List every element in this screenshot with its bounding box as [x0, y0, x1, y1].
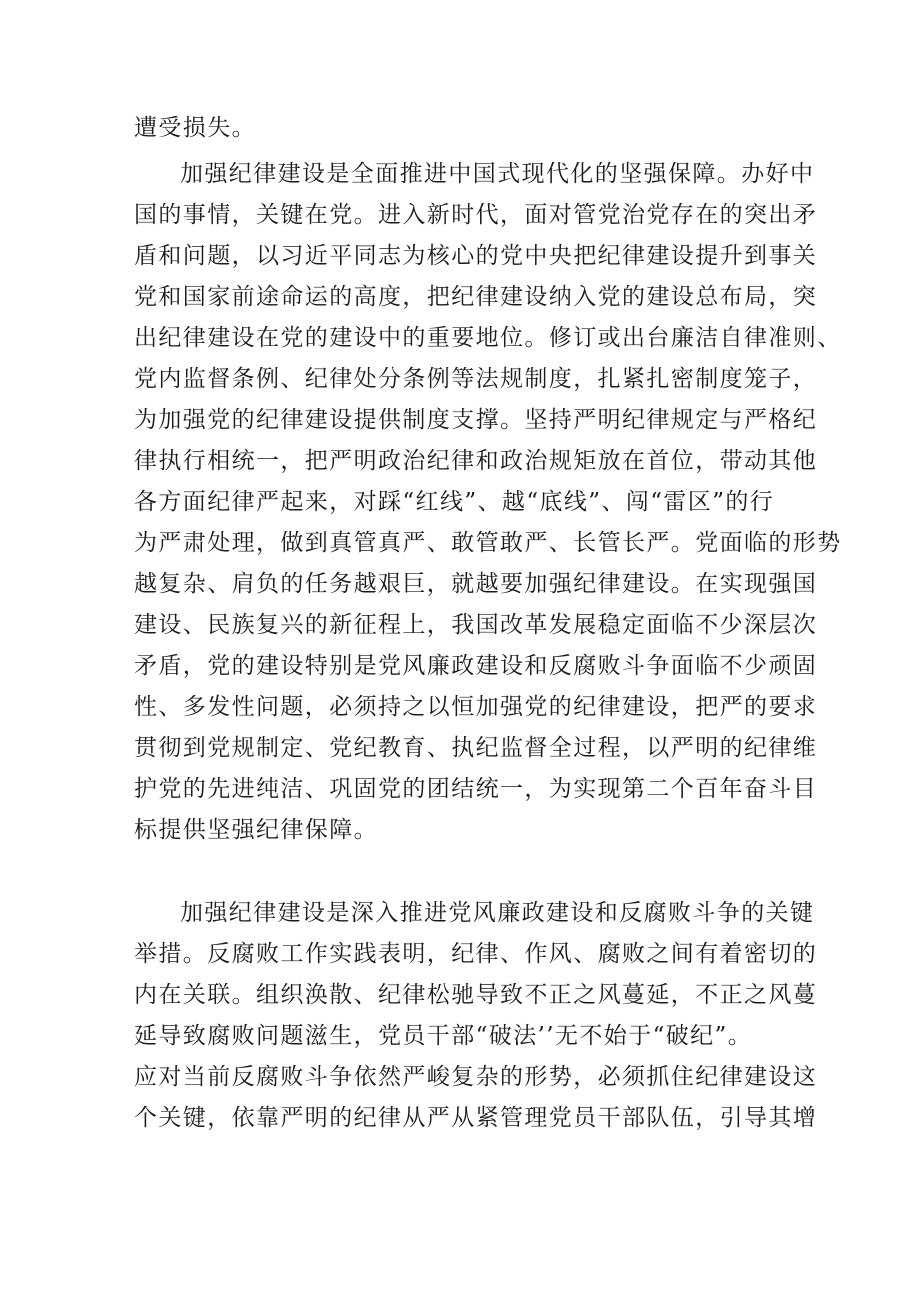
text-line: 国的事情，关键在党。进入新时代，面对管党治党存在的突出矛 [134, 202, 818, 228]
text-line: 出纪律建设在党的建设中的重要地位。修订或出台廉洁自律准则、 [134, 325, 842, 351]
text-line: 个关键，依靠严明的纪律从严从紧管理党员干部队伍，引导其增 [134, 1105, 818, 1131]
text-line: 矛盾，党的建设特别是党风廉政建设和反腐败斗争面临不少顽固 [134, 653, 818, 679]
text-line: 为加强党的纪律建设提供制度支撑。坚持严明纪律规定与严格纪 [134, 407, 818, 433]
text-line: 护党的先进纯洁、巩固党的团结统一，为实现第二个百年奋斗目 [134, 776, 818, 802]
text-line: 延导致腐败问题滋生，党员干部“破法’’无不始于“破纪”。 [134, 1023, 753, 1049]
text-line: 各方面纪律严起来，对踩“红线”、越“底线”、闯“雷区”的行 [134, 489, 775, 515]
text-line: 党内监督条例、纪律处分条例等法规制度，扎紧扎密制度笼子， [134, 366, 818, 392]
text-line: 内在关联。组织涣散、纪律松驰导致不正之风蔓延，不正之风蔓 [134, 982, 818, 1008]
text-line: 越复杂、肩负的任务越艰巨，就越要加强纪律建设。在实现强国 [134, 571, 818, 597]
text-line: 遭受损失。 [134, 115, 256, 141]
text-line: 为严肃处理，做到真管真严、敢管敢严、长管长严。党面临的形势 [134, 530, 842, 556]
text-line: 贯彻到党规制定、党纪教育、执纪监督全过程，以严明的纪律维 [134, 735, 818, 761]
text-line: 举措。反腐败工作实践表明，纪律、作风、腐败之间有着密切的 [134, 941, 818, 967]
text-line: 应对当前反腐败斗争依然严峻复杂的形势，必须抓住纪律建设这 [134, 1064, 818, 1090]
paragraph-start-line: 加强纪律建设是深入推进党风廉政建设和反腐败斗争的关键 [180, 900, 815, 926]
paragraph-start-line: 加强纪律建设是全面推进中国式现代化的坚强保障。办好中 [180, 161, 815, 187]
text-line: 建设、民族复兴的新征程上，我国改革发展稳定面临不少深层次 [134, 612, 818, 638]
text-line: 性、多发性问题，必须持之以恒加强党的纪律建设，把严的要求 [134, 694, 818, 720]
text-line: 党和国家前途命运的高度，把纪律建设纳入党的建设总布局，突 [134, 284, 818, 310]
text-line: 标提供坚强纪律保障。 [134, 817, 378, 843]
text-line: 盾和问题，以习近平同志为核心的党中央把纪律建设提升到事关 [134, 243, 818, 269]
text-line: 律执行相统一，把严明政治纪律和政治规矩放在首位，带动其他 [134, 448, 818, 474]
